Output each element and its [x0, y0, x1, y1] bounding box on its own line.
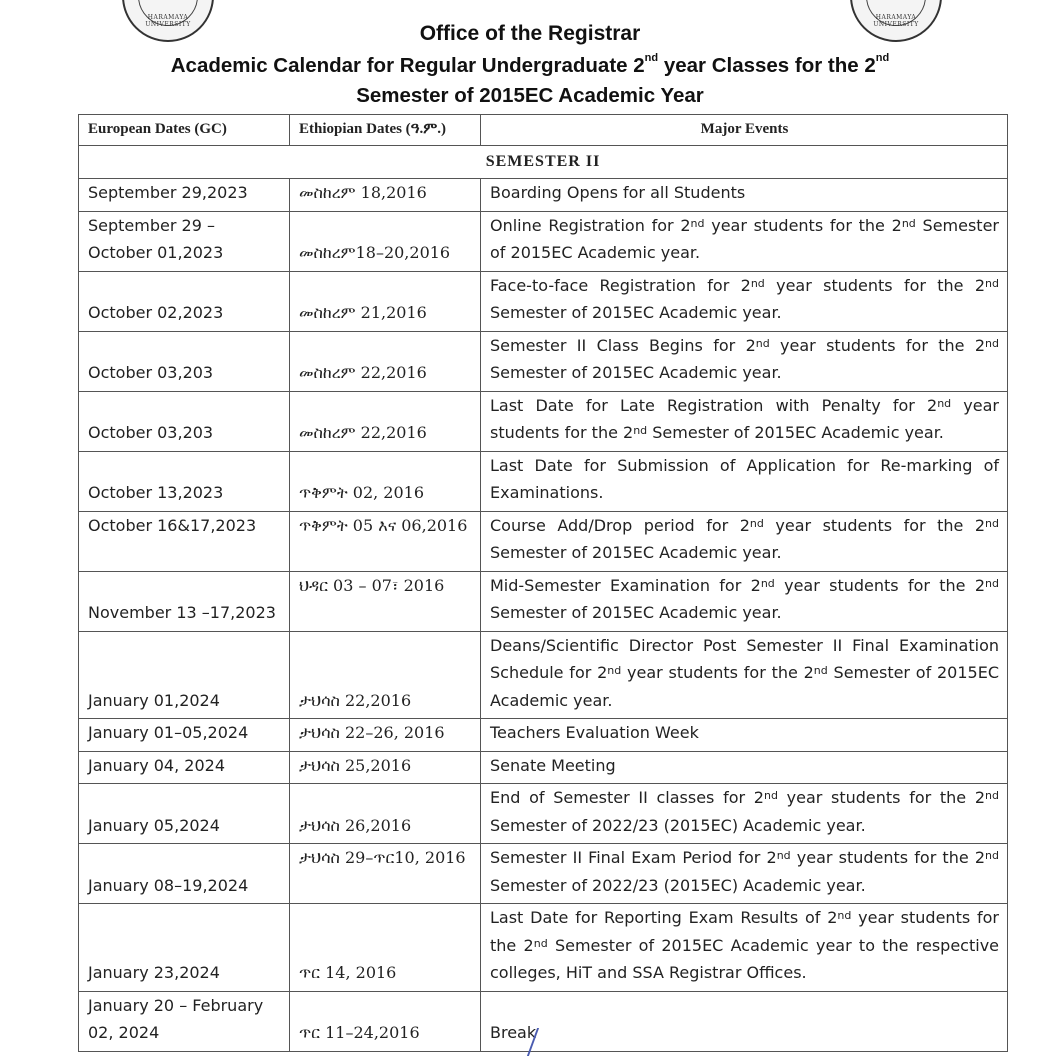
- table-row: [79, 511, 1008, 571]
- seal-text: HARAMAYA UNIVERSITY: [873, 14, 919, 28]
- table-row: [79, 631, 1008, 719]
- gc-date-cell: October 03,203: [79, 391, 290, 451]
- et-date-cell: መስከረም 18,2016: [290, 179, 481, 212]
- ordinal-sup: nd: [760, 576, 775, 590]
- ordinal-sup: nd: [749, 516, 764, 530]
- ordinal-sup: nd: [533, 936, 548, 950]
- table-row: [79, 904, 1008, 992]
- event-cell: Last Date for Late Registration with Penalty for 2nd year students for the 2nd Semester of 2015EC Academic year.: [481, 391, 1008, 451]
- ordinal-sup: nd: [937, 396, 952, 410]
- title-text: year Classes for the 2: [658, 54, 876, 77]
- ordinal-sup: nd: [633, 424, 648, 437]
- gc-date-cell: January 04, 2024: [79, 751, 290, 784]
- event-cell: End of Semester II classes for 2nd year students for the 2nd Semester of 2022/23 (2015EC) Academic year.: [481, 784, 1008, 844]
- gc-date-cell: September 29 – October 01,2023: [79, 211, 290, 271]
- academic-calendar-table: [78, 114, 1008, 1052]
- table-row: [79, 179, 1008, 212]
- ordinal-sup: nd: [985, 789, 1000, 802]
- ordinal-sup: nd: [776, 849, 791, 862]
- et-date-cell: ታህሳስ 29–ጥር10, 2016: [290, 844, 481, 904]
- gc-date-cell: October 16&17,2023: [79, 511, 290, 571]
- et-date-cell: ታህሳስ 22,2016: [290, 631, 481, 719]
- gc-date-cell: January 08–19,2024: [79, 844, 290, 904]
- table-row: [79, 391, 1008, 451]
- et-date-cell: ታህሳስ 22–26, 2016: [290, 719, 481, 752]
- gc-date-cell: January 20 – February 02, 2024: [79, 991, 290, 1051]
- title-text: Academic Calendar for Regular Undergraduate 2: [170, 54, 645, 77]
- section-label: SEMESTER II: [79, 146, 1008, 179]
- section-row: [79, 146, 1008, 179]
- event-cell: Mid-Semester Examination for 2nd year students for the 2nd Semester of 2015EC Academic year.: [481, 571, 1008, 631]
- et-date-cell: ህዳር 03 – 07፣ 2016: [290, 571, 481, 631]
- event-cell: Break: [481, 991, 1008, 1051]
- event-cell: Face-to-face Registration for 2nd year students for the 2nd Semester of 2015EC Academic year.: [481, 271, 1008, 331]
- office-title: Office of the Registrar: [419, 22, 641, 45]
- event-cell: Online Registration for 2nd year students for the 2nd Semester of 2015EC Academic year.: [481, 211, 1008, 271]
- ordinal-sup: nd: [985, 336, 999, 350]
- table-row: [79, 784, 1008, 844]
- calendar-title-line2: [0, 54, 1060, 78]
- ordinal-sup: nd: [985, 516, 1000, 530]
- et-date-cell: ጥር 11–24,2016: [290, 991, 481, 1051]
- et-date-cell: ታህሳስ 25,2016: [290, 751, 481, 784]
- table-row: [79, 751, 1008, 784]
- et-date-cell: ጥር 14, 2016: [290, 904, 481, 992]
- event-cell: Senate Meeting: [481, 751, 1008, 784]
- ordinal-sup: nd: [985, 576, 1000, 590]
- table-row: [79, 271, 1008, 331]
- seal-text: HARAMAYA UNIVERSITY: [145, 14, 191, 28]
- gc-date-cell: October 13,2023: [79, 451, 290, 511]
- gc-date-cell: January 23,2024: [79, 904, 290, 992]
- table-row: [79, 844, 1008, 904]
- table-row: [79, 571, 1008, 631]
- gc-date-cell: October 03,203: [79, 331, 290, 391]
- et-date-cell: መስከረም 22,2016: [290, 391, 481, 451]
- event-cell: Last Date for Reporting Exam Results of 2nd year students for the 2nd Semester of 2015EC Academic year to the respective colleges, HiT and SSA Registrar Offices.: [481, 904, 1008, 992]
- ordinal-sup: nd: [837, 909, 852, 922]
- col-header-events: Major Events: [481, 115, 1008, 146]
- event-cell: Teachers Evaluation Week: [481, 719, 1008, 752]
- event-cell: Semester II Final Exam Period for 2nd year students for the 2nd Semester of 2022/23 (2015EC) Academic year.: [481, 844, 1008, 904]
- ordinal-sup: nd: [901, 216, 916, 230]
- event-cell: Deans/Scientific Director Post Semester II Final Examination Schedule for 2nd year students for the 2nd Semester of 2015EC Academic year.: [481, 631, 1008, 719]
- gc-date-cell: January 01,2024: [79, 631, 290, 719]
- et-date-cell: መስከረም 22,2016: [290, 331, 481, 391]
- gc-date-cell: October 02,2023: [79, 271, 290, 331]
- table-row: [79, 991, 1008, 1051]
- ordinal-sup: nd: [985, 849, 999, 862]
- calendar-title-line3: Semester of 2015EC Academic Year: [356, 84, 704, 107]
- ordinal-sup: nd: [755, 336, 770, 350]
- table-row: [79, 331, 1008, 391]
- et-date-cell: ጥቅምት 02, 2016: [290, 451, 481, 511]
- gc-date-cell: November 13 –17,2023: [79, 571, 290, 631]
- event-cell: Boarding Opens for all Students: [481, 179, 1008, 212]
- title-sup: nd: [875, 52, 890, 64]
- et-date-cell: ታህሳስ 26,2016: [290, 784, 481, 844]
- table-header-row: [79, 115, 1008, 146]
- ordinal-sup: nd: [607, 664, 622, 677]
- ordinal-sup: nd: [985, 276, 1000, 290]
- col-header-et: Ethiopian Dates (ዓ.ም.): [290, 115, 481, 146]
- ordinal-sup: nd: [750, 276, 765, 290]
- gc-date-cell: January 05,2024: [79, 784, 290, 844]
- et-date-cell: መስከረም18–20,2016: [290, 211, 481, 271]
- ordinal-sup: nd: [763, 789, 778, 802]
- title-sup: nd: [644, 52, 659, 64]
- et-date-cell: መስከረም 21,2016: [290, 271, 481, 331]
- event-cell: Last Date for Submission of Application for Re-marking of Examinations.: [481, 451, 1008, 511]
- et-date-cell: ጥቅምት 05 እና 06,2016: [290, 511, 481, 571]
- gc-date-cell: January 01–05,2024: [79, 719, 290, 752]
- table-row: [79, 451, 1008, 511]
- ordinal-sup: nd: [813, 664, 828, 677]
- event-cell: Course Add/Drop period for 2nd year students for the 2nd Semester of 2015EC Academic year.: [481, 511, 1008, 571]
- event-cell: Semester II Class Begins for 2nd year students for the 2nd Semester of 2015EC Academic year.: [481, 331, 1008, 391]
- ordinal-sup: nd: [690, 216, 705, 230]
- col-header-gc: European Dates (GC): [79, 115, 290, 146]
- gc-date-cell: September 29,2023: [79, 179, 290, 212]
- table-row: [79, 719, 1008, 752]
- table-row: [79, 211, 1008, 271]
